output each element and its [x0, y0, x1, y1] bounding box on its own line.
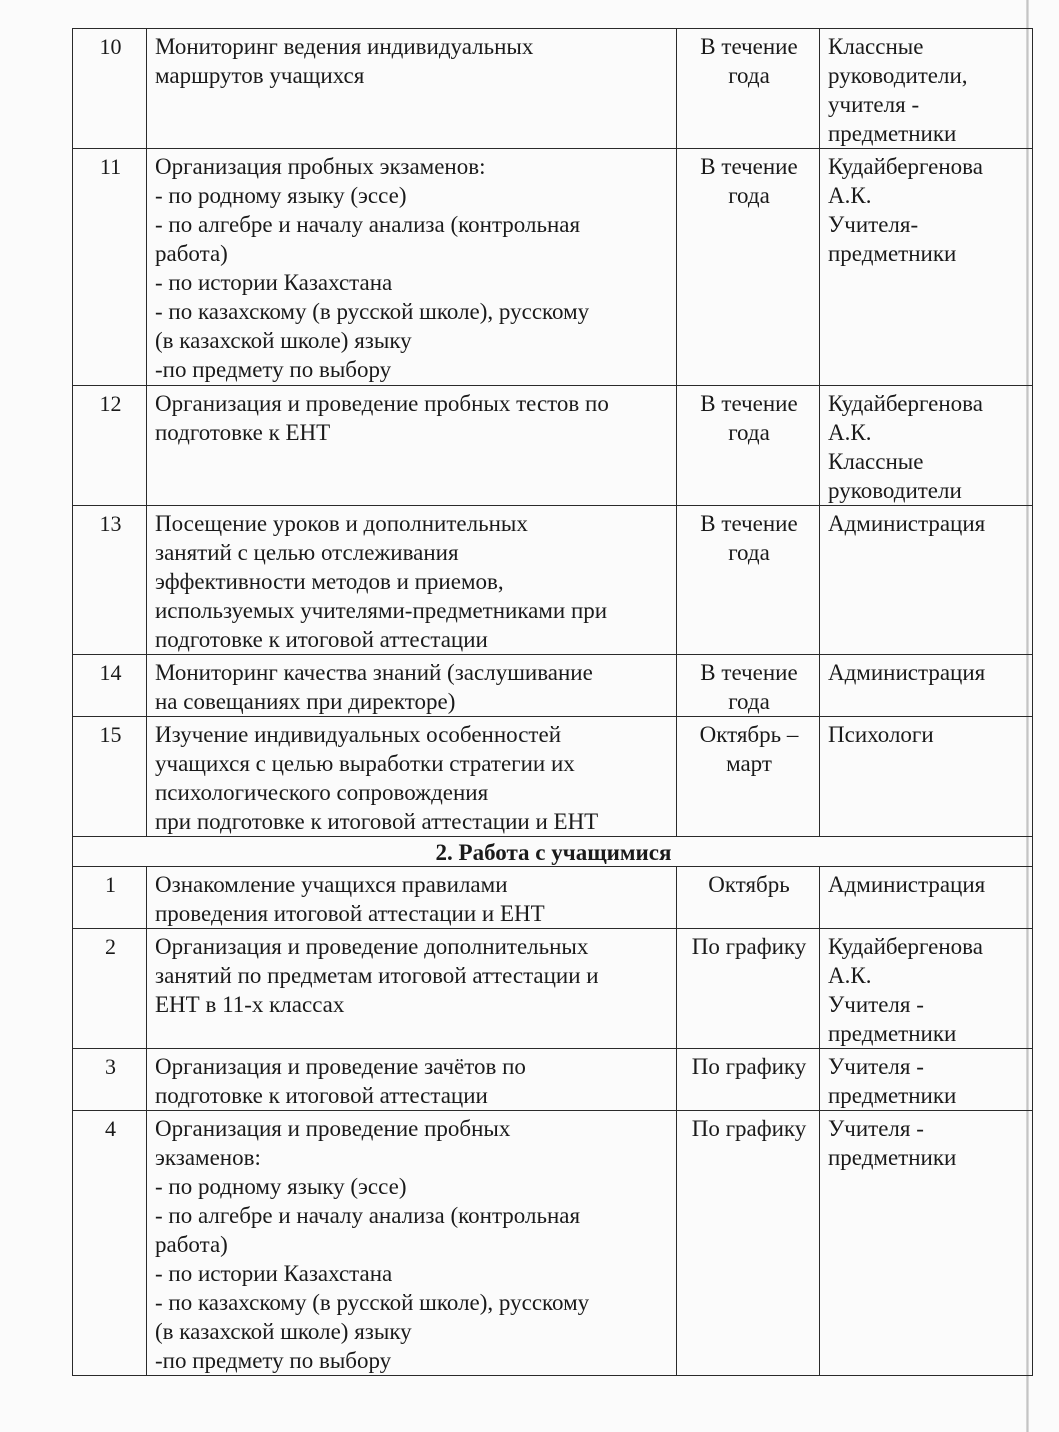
term-cell: По графику — [677, 1111, 820, 1376]
table-row — [73, 929, 1033, 1049]
row-number: 4 — [73, 1111, 147, 1376]
term-cell: По графику — [677, 929, 820, 1049]
term-cell: В течение года — [677, 506, 820, 655]
table-row — [73, 386, 1033, 506]
row-number: 12 — [73, 386, 147, 506]
responsible-cell: Классные руководители, учителя - предметники — [820, 29, 1033, 149]
row-number: 14 — [73, 655, 147, 717]
row-number: 3 — [73, 1049, 147, 1111]
table-row — [73, 506, 1033, 655]
event-cell: Мониторинг ведения индивидуальных маршрутов учащихся — [147, 29, 677, 149]
term-cell: По графику — [677, 1049, 820, 1111]
row-number: 10 — [73, 29, 147, 149]
row-number: 15 — [73, 717, 147, 837]
event-cell: Ознакомление учащихся правилами проведения итоговой аттестации и ЕНТ — [147, 867, 677, 929]
term-cell: Октябрь — [677, 867, 820, 929]
responsible-cell: Кудайбергенова А.К. Учителя - предметники — [820, 929, 1033, 1049]
row-number: 11 — [73, 149, 147, 386]
responsible-cell: Учителя - предметники — [820, 1049, 1033, 1111]
responsible-cell: Администрация — [820, 655, 1033, 717]
table-row — [73, 29, 1033, 149]
section-header-row — [73, 837, 1033, 867]
term-cell: Октябрь – март — [677, 717, 820, 837]
table-row — [73, 655, 1033, 717]
table-row — [73, 1111, 1033, 1376]
term-cell: В течение года — [677, 386, 820, 506]
responsible-cell: Психологи — [820, 717, 1033, 837]
event-cell: Организация и проведение пробных тестов по подготовке к ЕНТ — [147, 386, 677, 506]
term-cell: В течение года — [677, 29, 820, 149]
event-cell: Посещение уроков и дополнительных занятий с целью отслеживания эффективности методов и приемов, используемых учителями-предметниками при подготовке к итоговой аттестации — [147, 506, 677, 655]
responsible-cell: Администрация — [820, 506, 1033, 655]
table-row — [73, 867, 1033, 929]
row-number: 1 — [73, 867, 147, 929]
term-cell: В течение года — [677, 149, 820, 386]
event-cell: Изучение индивидуальных особенностей учащихся с целью выработки стратегии их психологического сопровождения при подготовке к итоговой аттестации и ЕНТ — [147, 717, 677, 837]
activity-plan-table — [72, 28, 1033, 1376]
responsible-cell: Администрация — [820, 867, 1033, 929]
event-cell: Организация и проведение дополнительных занятий по предметам итоговой аттестации и ЕНТ в 11-х классах — [147, 929, 677, 1049]
event-cell: Организация пробных экзаменов: - по родному языку (эссе) - по алгебре и началу анализа (контрольная работа) - по истории Казахстана - по казахскому (в русской школе), русскому (в казахской школе) языку -по предмету по выбору — [147, 149, 677, 386]
table-row — [73, 149, 1033, 386]
responsible-cell: Учителя - предметники — [820, 1111, 1033, 1376]
table-row — [73, 1049, 1033, 1111]
section-title: 2. Работа с учащимися — [73, 837, 1033, 867]
row-number: 2 — [73, 929, 147, 1049]
responsible-cell: Кудайбергенова А.К. Классные руководители — [820, 386, 1033, 506]
event-cell: Организация и проведение пробных экзаменов: - по родному языку (эссе) - по алгебре и началу анализа (контрольная работа) - по истории Казахстана - по казахскому (в русской школе), русскому (в казахской школе) языку -по предмету по выбору — [147, 1111, 677, 1376]
table-row — [73, 717, 1033, 837]
event-cell: Организация и проведение зачётов по подготовке к итоговой аттестации — [147, 1049, 677, 1111]
term-cell: В течение года — [677, 655, 820, 717]
responsible-cell: Кудайбергенова А.К. Учителя- предметники — [820, 149, 1033, 386]
event-cell: Мониторинг качества знаний (заслушивание на совещаниях при директоре) — [147, 655, 677, 717]
row-number: 13 — [73, 506, 147, 655]
